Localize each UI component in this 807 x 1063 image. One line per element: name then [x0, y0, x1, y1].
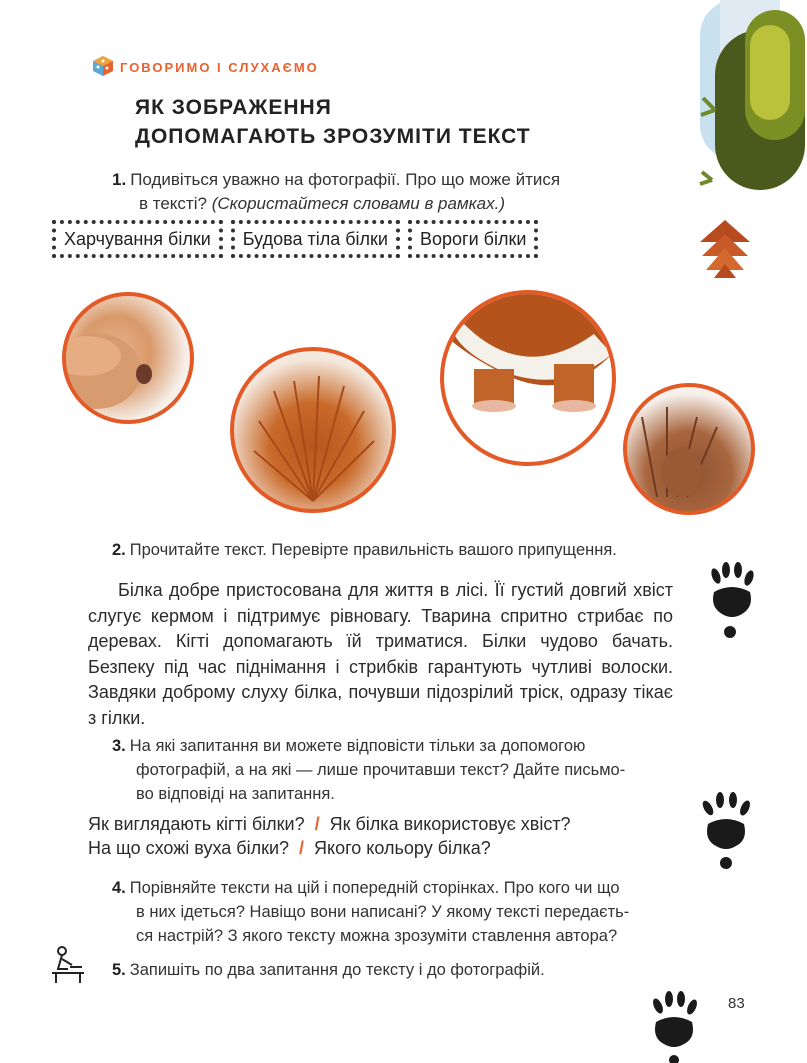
question-separator: /	[314, 814, 320, 834]
question-color: Якого кольору білка?	[314, 838, 491, 858]
question-separator: /	[299, 838, 305, 858]
task-2-number: 2.	[112, 541, 126, 559]
decorative-tree-illustration	[650, 0, 807, 200]
task-5	[112, 958, 672, 982]
task-3-number: 3.	[112, 737, 126, 755]
task-2	[112, 538, 712, 562]
page-title	[135, 93, 531, 151]
task-3	[112, 734, 692, 806]
word-boxes	[52, 220, 546, 266]
task-4-line-2: в них ідеться? Навіщо вони написані? У якому тексті передаєть-	[136, 903, 630, 921]
paw-print-icon	[650, 990, 700, 1063]
squirrel-text-paragraph: Білка добре пристосована для життя в лісі. Її густий довгий хвіст слугує кермом і підтримує рівновагу. Тварина спритно стрибає по деревах. Кігті допомагають їй триматися. Білки чудово бачать. Безпеку під час піднімання і стрибків гарантують чутливі волоски. Завдяки доброму слуху білка, почувши підозрілий тріск, одразу тікає з гілки.	[88, 580, 673, 728]
task-4	[112, 876, 722, 948]
photo-squirrel-ear	[623, 383, 755, 515]
paw-print-icon	[708, 562, 756, 640]
task-3-line-1: На які запитання ви можете відповісти тільки за допомогою	[129, 737, 586, 755]
pine-cone-icon	[700, 220, 750, 278]
task-1-number: 1.	[112, 170, 127, 189]
task-4-number: 4.	[112, 879, 126, 897]
dice-icon	[92, 55, 114, 77]
task-1-line-2: в тексті?	[139, 194, 212, 213]
question-ears: На що схожі вуха білки?	[88, 838, 290, 858]
task-3-line-2: фотографій, а на які — лише прочитавши текст? Дайте письмо-	[136, 761, 626, 779]
task-1-line-1: Подивіться уважно на фотографії. Про що може йтися	[130, 170, 561, 189]
task-3-line-3: во відповіді на запитання.	[136, 785, 335, 803]
task-1-hint: (Скористайтеся словами в рамках.)	[211, 194, 505, 213]
page-number: 83	[728, 995, 745, 1012]
photo-squirrel-nose	[62, 292, 194, 424]
questions-row-1	[88, 812, 571, 836]
word-box-body: Будова тіла білки	[231, 220, 400, 258]
word-box-enemies: Вороги білки	[408, 220, 538, 258]
task-4-line-3: ся настрій? З якого тексту можна зрозуміти ставлення автора?	[136, 927, 618, 945]
task-5-text: Запишіть по два запитання до тексту і до фотографій.	[129, 961, 545, 979]
task-1	[112, 168, 632, 216]
question-claws: Як виглядають кігті білки?	[88, 814, 305, 834]
task-2-text: Прочитайте текст. Перевірте правильність вашого припущення.	[129, 541, 617, 559]
title-line-1: ЯК ЗОБРАЖЕННЯ	[135, 96, 332, 119]
questions-row-2	[88, 836, 491, 860]
photo-squirrel-paws	[440, 290, 616, 466]
task-5-number: 5.	[112, 961, 126, 979]
section-label: ГОВОРИМО І СЛУХАЄМО	[120, 60, 319, 75]
paw-print-icon	[700, 790, 752, 870]
photo-squirrel-tail	[230, 347, 396, 513]
title-line-2: ДОПОМАГАЮТЬ ЗРОЗУМІТИ ТЕКСТ	[135, 125, 531, 148]
question-tail: Як білка використовує хвіст?	[329, 814, 571, 834]
word-box-food: Харчування білки	[52, 220, 223, 258]
task-4-line-1: Порівняйте тексти на цій і попередній сторінках. Про кого чи що	[129, 879, 620, 897]
writing-student-icon	[48, 945, 88, 985]
